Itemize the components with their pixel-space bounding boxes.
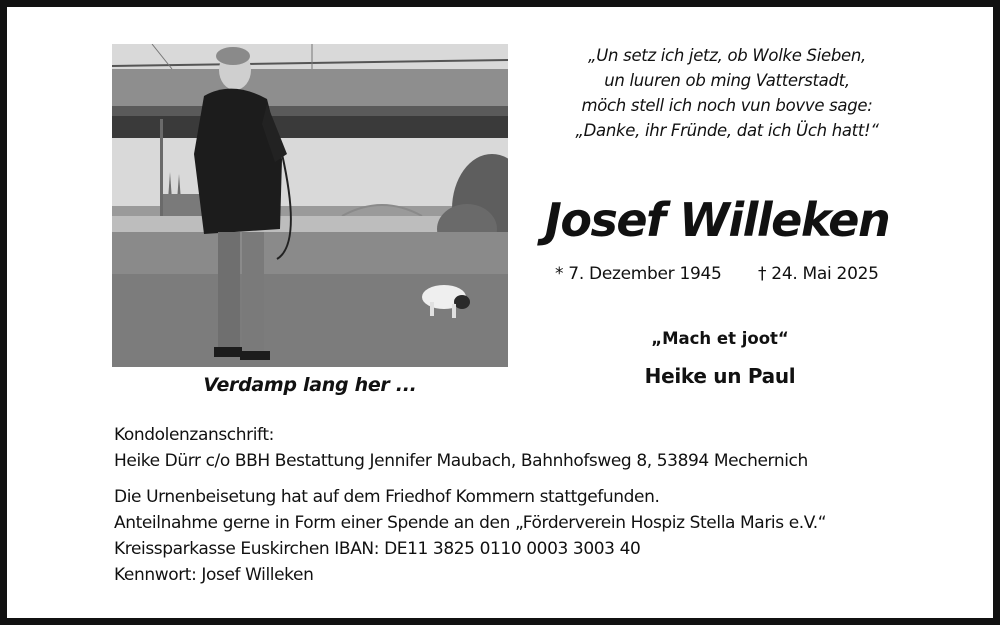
poem [527, 43, 927, 143]
deceased-name: Josef Willeken [544, 193, 890, 247]
poem-line: „Danke, ihr Fründe, dat ich Üch hatt!“ [575, 121, 879, 140]
burial-note: Die Urnenbeisetung hat auf dem Friedhof Kommern stattgefunden. [114, 487, 660, 507]
memorial-photo [112, 44, 508, 367]
poem-line: un luuren ob ming Vatterstadt, [604, 71, 850, 90]
poem-line: „Un setz ich jetz, ob Wolke Sieben, [588, 46, 866, 65]
death-date: † 24. Mai 2025 [758, 264, 879, 284]
motto: „Mach et joot“ [651, 329, 789, 348]
bank-details: Kreissparkasse Euskirchen IBAN: DE11 3825 0110 0003 3003 40 [114, 539, 641, 559]
poem-line: möch stell ich noch vun bovve sage: [581, 96, 873, 115]
condolence-heading: Kondolenzanschrift: [114, 425, 274, 445]
photo-caption: Verdamp lang her ... [203, 374, 417, 396]
birth-date: * 7. Dezember 1945 [555, 264, 722, 284]
condolence-address: Heike Dürr c/o BBH Bestattung Jennifer Maubach, Bahnhofsweg 8, 53894 Mechernich [114, 451, 808, 471]
donation-note: Anteilnahme gerne in Form einer Spende an den „Förderverein Hospiz Stella Maris e.V.“ [114, 513, 827, 533]
details-block [114, 422, 974, 588]
signers: Heike un Paul [644, 364, 796, 388]
photo-bridge-deck [112, 69, 508, 107]
donation-keyword: Kennwort: Josef Willeken [114, 565, 314, 585]
